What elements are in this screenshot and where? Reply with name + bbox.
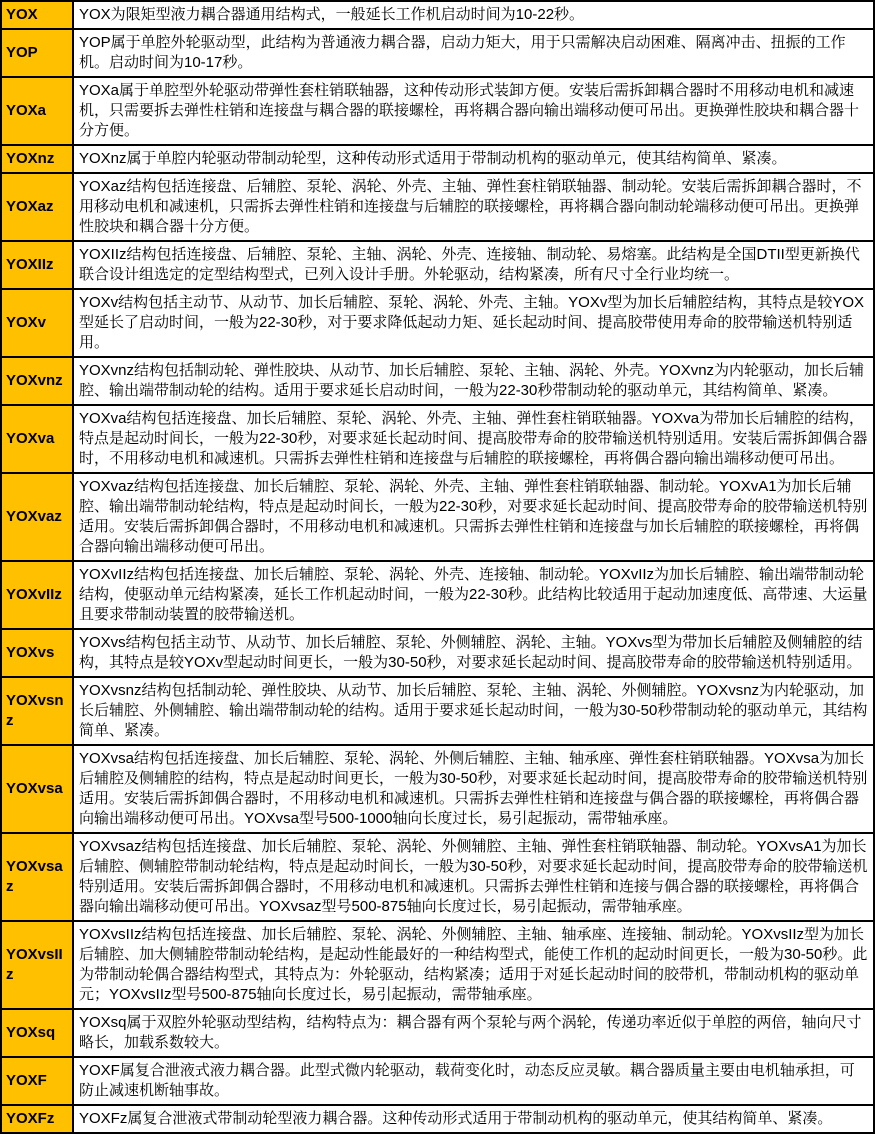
model-cell: YOXaz: [1, 173, 73, 241]
model-cell: YOXvs: [1, 629, 73, 677]
model-cell: YOXvsnz: [1, 677, 73, 745]
description-cell: YOXvIIz结构包括连接盘、加长后辅腔、泵轮、涡轮、外壳、连接轴、制动轮。YOXvIIz为加长后辅腔、输出端带制动轮结构，使驱动单元结构紧凑，延长工作机起动时间，一般为22-30秒。此结构比较适用于起动加速度低、高带速、大运量且要求带制动装置的胶带输送机。: [73, 561, 874, 629]
model-cell: YOXvnz: [1, 357, 73, 405]
description-cell: YOXaz结构包括连接盘、后辅腔、泵轮、涡轮、外壳、主轴、弹性套柱销联轴器、制动轮。安装后需拆卸耦合器时，不用移动电机和减速机，只需拆去弹性柱销和连接盘与后辅腔的联接螺栓，再将耦合器向制动轮端移动便可吊出。更换弹性胶块和耦合器十分方便。: [73, 173, 874, 241]
table-row: [1, 1105, 874, 1133]
model-cell: YOXv: [1, 289, 73, 357]
table-body: [1, 1, 874, 1133]
table-row: [1, 1, 874, 29]
description-cell: YOXvs结构包括主动节、从动节、加长后辅腔、泵轮、外侧辅腔、涡轮、主轴。YOXvs型为带加长后辅腔及侧辅腔的结构，其特点是较YOXv型起动时间更长，一般为30-50秒，对要求延长起动时间、提高胶带寿命的胶带输送机特别适用。: [73, 629, 874, 677]
description-cell: YOXv结构包括主动节、从动节、加长后辅腔、泵轮、涡轮、外壳、主轴。YOXv型为加长后辅腔结构，其特点是较YOX型延长了启动时间，一般为22-30秒，对于要求降低起动力矩、延长起动时间、提高胶带使用寿命的胶带输送机特别适用。: [73, 289, 874, 357]
description-cell: YOXFz属复合泄液式带制动轮型液力耦合器。这种传动形式适用于带制动机构的驱动单元，使其结构简单、紧凑。: [73, 1105, 874, 1133]
model-cell: YOX: [1, 1, 73, 29]
table-row: [1, 405, 874, 473]
model-cell: YOP: [1, 29, 73, 77]
table-row: [1, 77, 874, 145]
table-row: [1, 145, 874, 173]
table-row: [1, 561, 874, 629]
table-row: [1, 677, 874, 745]
description-cell: YOXvsa结构包括连接盘、加长后辅腔、泵轮、涡轮、外侧后辅腔、主轴、轴承座、弹性套柱销联轴器。YOXvsa为加长后辅腔及侧辅腔的结构，特点是起动时间更长，一般为30-50秒，对要求延长起动时间，提高胶带寿命的胶带输送机特别适用。安装后需拆卸偶合器时，不用移动电机和减速机。只需拆去弹性柱销和连接盘与偶合器的联接螺栓，再将偶合器向输出端移动便可吊出。YOXvsa型号500-1000轴向长度过长，易引起振动，需带轴承座。: [73, 745, 874, 833]
description-cell: YOXF属复合泄液式液力耦合器。此型式微内轮驱动，载荷变化时，动态反应灵敏。耦合器质量主要由电机轴承担，可防止减速机断轴事故。: [73, 1057, 874, 1105]
model-cell: YOXsq: [1, 1009, 73, 1057]
model-cell: YOXvIIz: [1, 561, 73, 629]
description-cell: YOXvnz结构包括制动轮、弹性胶块、从动节、加长后辅腔、泵轮、主轴、涡轮、外壳。YOXvnz为内轮驱动，加长后辅腔、输出端带制动轮的结构。适用于要求延长启动时间，一般为22-30秒带制动轮的驱动单元，其结构简单、紧凑。: [73, 357, 874, 405]
model-cell: YOXIIz: [1, 241, 73, 289]
model-cell: YOXvsaz: [1, 833, 73, 921]
model-cell: YOXnz: [1, 145, 73, 173]
model-cell: YOXvsIIz: [1, 921, 73, 1009]
table-row: [1, 921, 874, 1009]
model-cell: YOXva: [1, 405, 73, 473]
model-cell: YOXF: [1, 1057, 73, 1105]
description-cell: YOXvaz结构包括连接盘、加长后辅腔、泵轮、涡轮、外壳、主轴、弹性套柱销联轴器、制动轮。YOXvA1为加长后辅腔、输出端带制动轮结构，特点是起动时间长，一般为22-30秒，对要求延长起动时间、提高胶带寿命的胶带输送机特别适用。安装后需拆卸偶合器时，不用移动电机和减速机。只需拆去弹性柱销和连接盘与加长后辅腔的联接螺栓，再将偶合器向输出端移动便可吊出。: [73, 473, 874, 561]
description-cell: YOXva结构包括连接盘、加长后辅腔、泵轮、涡轮、外壳、主轴、弹性套柱销联轴器。YOXva为带加长后辅腔的结构，特点是起动时间长，一般为22-30秒，对要求延长起动时间、提高胶带寿命的胶带输送机特别适用。安装后需拆卸偶合器时，不用移动电机和减速机。只需拆去弹性柱销和连接盘与后辅腔的联接螺栓，再将偶合器向输出端移动便可吊出。: [73, 405, 874, 473]
description-cell: YOXvsIIz结构包括连接盘、加长后辅腔、泵轮、涡轮、外侧辅腔、主轴、轴承座、连接轴、制动轮。YOXvsIIz型为加长后辅腔、加大侧辅腔带制动轮结构，是起动性能最好的一种结构型式，能使工作机的起动时间更长，一般为30-50秒。此为带制动轮偶合器结构型式，其特点为：外轮驱动，结构紧凑；适用于对延长起动时间的胶带机，带制动机构的驱动单元；YOXvsIIz型号500-875轴向长度过长，易引起振动，需带轴承座。: [73, 921, 874, 1009]
description-cell: YOXnz属于单腔内轮驱动带制动轮型，这种传动形式适用于带制动机构的驱动单元，使其结构简单、紧凑。: [73, 145, 874, 173]
table-row: [1, 173, 874, 241]
description-cell: YOXIIz结构包括连接盘、后辅腔、泵轮、主轴、涡轮、外壳、连接轴、制动轮、易熔塞。此结构是全国DTII型更新换代联合设计组选定的定型结构型式，已列入设计手册。外轮驱动，结构紧凑，所有尺寸全行业均统一。: [73, 241, 874, 289]
table-row: [1, 473, 874, 561]
table-row: [1, 357, 874, 405]
model-cell: YOXa: [1, 77, 73, 145]
table-row: [1, 1057, 874, 1105]
description-cell: YOXvsaz结构包括连接盘、加长后辅腔、泵轮、涡轮、外侧辅腔、主轴、弹性套柱销联轴器、制动轮。YOXvsA1为加长后辅腔、侧辅腔带制动轮结构，特点是起动时间长，一般为30-50秒，对要求延长起动时间，提高胶带寿命的胶带输送机特别适用。安装后需拆卸偶合器时，不用移动电机和减速机。只需拆去弹性柱销和连接与偶合器的联接螺栓，再将偶合器向输出端移动便可吊出。YOXvsaz型号500-875轴向长度过长，易引起振动，需带轴承座。: [73, 833, 874, 921]
description-cell: YOXsq属于双腔外轮驱动型结构，结构特点为：耦合器有两个泵轮与两个涡轮，传递功率近似于单腔的两倍，轴向尺寸略长，加载系数较大。: [73, 1009, 874, 1057]
description-cell: YOP属于单腔外轮驱动型，此结构为普通液力耦合器，启动力矩大，用于只需解决启动困难、隔离冲击、扭振的工作机。启动时间为10-17秒。: [73, 29, 874, 77]
table-row: [1, 745, 874, 833]
model-cell: YOXvsa: [1, 745, 73, 833]
model-cell: YOXvaz: [1, 473, 73, 561]
table-row: [1, 1009, 874, 1057]
table-row: [1, 629, 874, 677]
description-cell: YOXvsnz结构包括制动轮、弹性胶块、从动节、加长后辅腔、泵轮、主轴、涡轮、外侧辅腔。YOXvsnz为内轮驱动，加长后辅腔、外侧辅腔、输出端带制动轮的结构。适用于要求延长起动时间，一般为30-50秒带制动轮的驱动单元，其结构简单、紧凑。: [73, 677, 874, 745]
description-cell: YOX为限矩型液力耦合器通用结构式，一般延长工作机启动时间为10-22秒。: [73, 1, 874, 29]
model-cell: YOXFz: [1, 1105, 73, 1133]
description-cell: YOXa属于单腔型外轮驱动带弹性套柱销联轴器，这种传动形式装卸方便。安装后需拆卸耦合器时不用移动电机和减速机，只需要拆去弹性柱销和连接盘与耦合器的联接螺栓，再将耦合器向输出端移动便可吊出。更换弹性胶块和耦合器十分方便。: [73, 77, 874, 145]
table-row: [1, 833, 874, 921]
table-row: [1, 289, 874, 357]
table-row: [1, 241, 874, 289]
table-row: [1, 29, 874, 77]
